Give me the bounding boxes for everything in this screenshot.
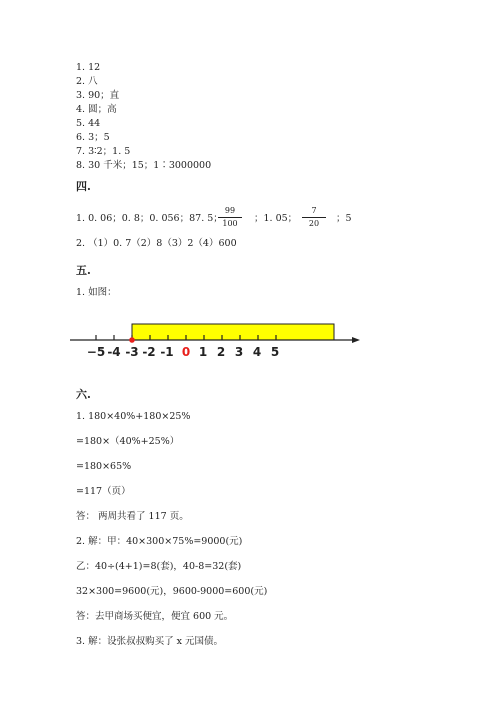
- solution-line: 2. 解：甲：40×300×75%=9000(元): [76, 536, 243, 547]
- answer-q1-part2: ；1. 05；: [254, 213, 298, 224]
- tick-label: 0: [181, 345, 191, 359]
- solution-line: 答： 两周共看了 117 页。: [76, 511, 189, 522]
- section-heading-5: 五.: [76, 264, 91, 277]
- answer-line: 2. 八: [76, 76, 98, 87]
- point-marker: [129, 337, 135, 343]
- tick-label: 1: [198, 345, 208, 359]
- fraction-numerator: 7: [302, 206, 326, 218]
- axis-arrow: [352, 337, 360, 343]
- tick-label: -3: [125, 345, 139, 359]
- answer-line: 7. 3∶2；1. 5: [76, 146, 131, 157]
- tick-label: 2: [216, 345, 226, 359]
- answer-line: 3. 90；直: [76, 90, 120, 101]
- answer-line: 5. 44: [76, 118, 101, 129]
- section-heading-6: 六.: [76, 388, 91, 401]
- tick-label: -4: [107, 345, 121, 359]
- fraction-99-100: [218, 206, 242, 229]
- answer-q1: 1. 如图：: [76, 287, 117, 298]
- number-line: [70, 318, 370, 364]
- answer-q1-part1: 1. 0. 06；0. 8；0. 056；87. 5；: [76, 213, 223, 224]
- answer-line: 8. 30 千米；15；1∶3000000: [76, 160, 212, 171]
- tick-label: 4: [252, 345, 262, 359]
- tick-label: −5: [86, 345, 106, 359]
- fraction-denominator: 20: [308, 219, 320, 228]
- tick-label: 5: [270, 345, 280, 359]
- solution-line: =180×（40%+25%）: [76, 436, 180, 447]
- solution-line: 乙：40÷(4+1)=8(套)，40-8=32(套): [76, 561, 242, 572]
- fraction-denominator: 100: [222, 219, 238, 228]
- tick-label: -1: [160, 345, 174, 359]
- solution-line: =180×65%: [76, 461, 132, 472]
- section-heading-4: 四.: [76, 180, 91, 193]
- tick-label: 3: [234, 345, 244, 359]
- tick-label: -2: [142, 345, 156, 359]
- fraction-7-20: [302, 206, 326, 229]
- highlight-region: [132, 324, 334, 340]
- solution-line: =117（页）: [76, 486, 131, 497]
- solution-line: 答：去甲商场买便宜，便宜 600 元。: [76, 611, 234, 622]
- answer-q1-part3: ；5: [336, 213, 352, 224]
- answer-line: 6. 3；5: [76, 132, 110, 143]
- solution-line: 32×300=9600(元)，9600-9000=600(元): [76, 586, 268, 597]
- solution-line: 3. 解：设张叔叔购买了 x 元国债。: [76, 636, 223, 647]
- answer-line: 1. 12: [76, 62, 101, 73]
- fraction-numerator: 99: [218, 206, 242, 218]
- solution-line: 1. 180×40%+180×25%: [76, 411, 191, 422]
- answer-line: 4. 圆；高: [76, 104, 117, 115]
- answer-q2: 2. （1）0. 7（2）8（3）2（4）600: [76, 238, 237, 249]
